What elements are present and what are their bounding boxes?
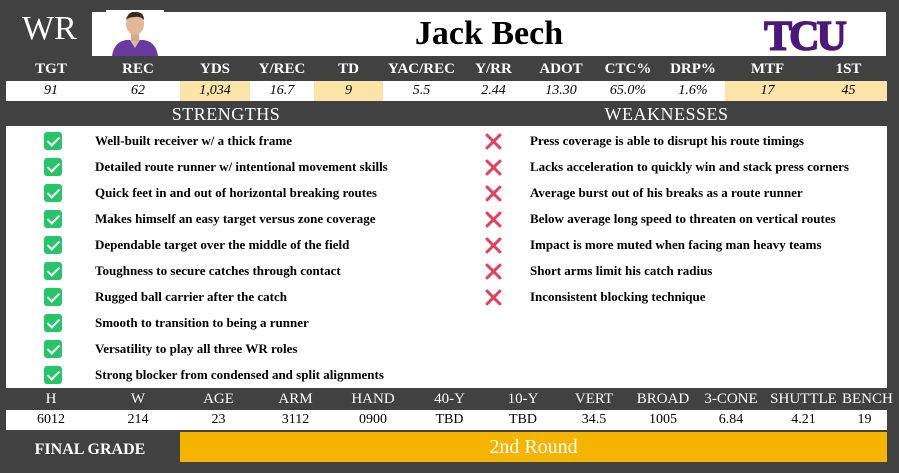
final-grade-value: 2nd Round — [180, 432, 887, 462]
check-icon — [44, 236, 62, 254]
stat-value-2: 1,034 — [180, 81, 250, 101]
check-icon — [44, 158, 62, 176]
stat-header-5: YAC/REC — [388, 61, 455, 77]
stat-header-7: ADOT — [539, 61, 583, 77]
weakness-item: Impact is more muted when facing man heavy teams — [530, 237, 822, 252]
cross-icon — [484, 236, 502, 254]
measurable-value-7: 34.5 — [581, 412, 607, 427]
check-icon — [44, 210, 62, 228]
measurable-value-11: 19 — [857, 412, 872, 427]
stat-header-4: TD — [338, 61, 359, 77]
measurable-header-6: 10-Y — [507, 391, 539, 407]
strengths-title: STRENGTHS — [171, 104, 281, 124]
weakness-item: Press coverage is able to disrupt his route timings — [530, 133, 804, 148]
stat-header-2: YDS — [199, 61, 230, 77]
stat-value-4: 9 — [314, 81, 383, 101]
stat-header-10: MTF — [750, 61, 785, 77]
measurable-header-8: BROAD — [636, 391, 690, 407]
weaknesses-title: WEAKNESSES — [604, 104, 729, 124]
cross-icon — [484, 184, 502, 202]
final-grade-label: FINAL GRADE — [34, 441, 146, 458]
measurables-value-row — [6, 410, 887, 430]
strength-item: Detailed route runner w/ intentional movement skills — [95, 159, 388, 174]
stat-value-6: 2.44 — [481, 83, 506, 98]
stats-value-row — [6, 81, 887, 101]
header — [0, 0, 899, 58]
stat-value-8: 65.0% — [609, 83, 647, 98]
strength-item: Smooth to transition to being a runner — [95, 315, 309, 330]
stat-value-10: 17 — [725, 81, 810, 101]
strength-item: Dependable target over the middle of the field — [95, 237, 350, 252]
player-name: Jack Bech — [414, 15, 564, 52]
check-icon — [44, 262, 62, 280]
school-logo — [758, 14, 850, 56]
measurable-value-6: TBD — [509, 412, 537, 427]
cross-icon — [484, 158, 502, 176]
stat-value-0: 91 — [44, 83, 58, 98]
stat-value-5: 5.5 — [412, 83, 431, 98]
check-icon — [44, 314, 62, 332]
stat-header-11: 1ST — [835, 61, 862, 77]
check-icon — [44, 132, 62, 150]
stat-value-3: 16.7 — [269, 83, 295, 98]
stat-header-6: Y/RR — [475, 61, 512, 77]
strength-item: Strong blocker from condensed and split alignments — [95, 367, 384, 382]
strength-item: Versatility to play all three WR roles — [95, 341, 298, 356]
weakness-item: Inconsistent blocking technique — [530, 289, 706, 304]
svg-text:TCU: TCU — [764, 14, 844, 56]
strength-item: Makes himself an easy target versus zone coverage — [95, 211, 376, 226]
measurable-value-9: 6.84 — [718, 412, 744, 427]
measurable-header-3: ARM — [278, 391, 313, 407]
strength-item: Well-built receiver w/ a thick frame — [95, 133, 292, 148]
check-icon — [44, 184, 62, 202]
measurable-header-11: BENCH — [842, 391, 893, 407]
stat-header-1: REC — [122, 61, 154, 77]
measurable-header-5: 40-Y — [434, 391, 465, 407]
strength-item: Rugged ball carrier after the catch — [95, 289, 287, 304]
stat-value-1: 62 — [131, 83, 145, 98]
cross-icon — [484, 210, 502, 228]
measurable-value-4: 0900 — [359, 412, 387, 427]
strengths-weaknesses-panel — [6, 126, 887, 388]
measurable-value-8: 1005 — [649, 412, 677, 427]
weakness-item: Lacks acceleration to quickly win and stack press corners — [530, 159, 849, 174]
weakness-item: Short arms limit his catch radius — [530, 263, 713, 278]
strength-item: Quick feet in and out of horizontal breaking routes — [95, 185, 377, 200]
measurable-header-4: HAND — [351, 391, 395, 407]
stat-value-9: 1.6% — [678, 83, 708, 98]
stat-value-7: 13.30 — [545, 83, 577, 98]
measurable-value-3: 3112 — [281, 412, 310, 427]
cross-icon — [484, 132, 502, 150]
stat-header-3: Y/REC — [258, 61, 306, 77]
name-bar — [92, 12, 886, 56]
stat-header-9: DRP% — [670, 61, 716, 77]
position-label: WR — [0, 0, 92, 58]
measurable-header-10: SHUTTLE — [770, 391, 837, 407]
strength-item: Toughness to secure catches through contact — [95, 263, 341, 278]
check-icon — [44, 366, 62, 384]
measurable-value-10: 4.21 — [791, 412, 816, 427]
measurable-value-0: 6012 — [37, 412, 65, 427]
measurable-header-2: AGE — [203, 391, 234, 407]
stat-header-0: TGT — [35, 61, 67, 77]
stat-value-11: 45 — [810, 81, 887, 101]
stat-header-8: CTC% — [604, 61, 652, 77]
weakness-item: Below average long speed to threaten on vertical routes — [530, 211, 836, 226]
measurable-header-7: VERT — [574, 391, 614, 407]
measurable-header-9: 3-CONE — [704, 391, 758, 407]
check-icon — [44, 288, 62, 306]
measurable-header-1: W — [130, 391, 146, 407]
cross-icon — [484, 288, 502, 306]
check-icon — [44, 340, 62, 358]
measurable-header-0: H — [45, 391, 57, 407]
weakness-item: Average burst out of his breaks as a route runner — [530, 185, 803, 200]
measurable-value-5: TBD — [435, 412, 464, 427]
measurable-value-2: 23 — [211, 412, 226, 427]
measurable-value-1: 214 — [127, 412, 149, 427]
cross-icon — [484, 262, 502, 280]
